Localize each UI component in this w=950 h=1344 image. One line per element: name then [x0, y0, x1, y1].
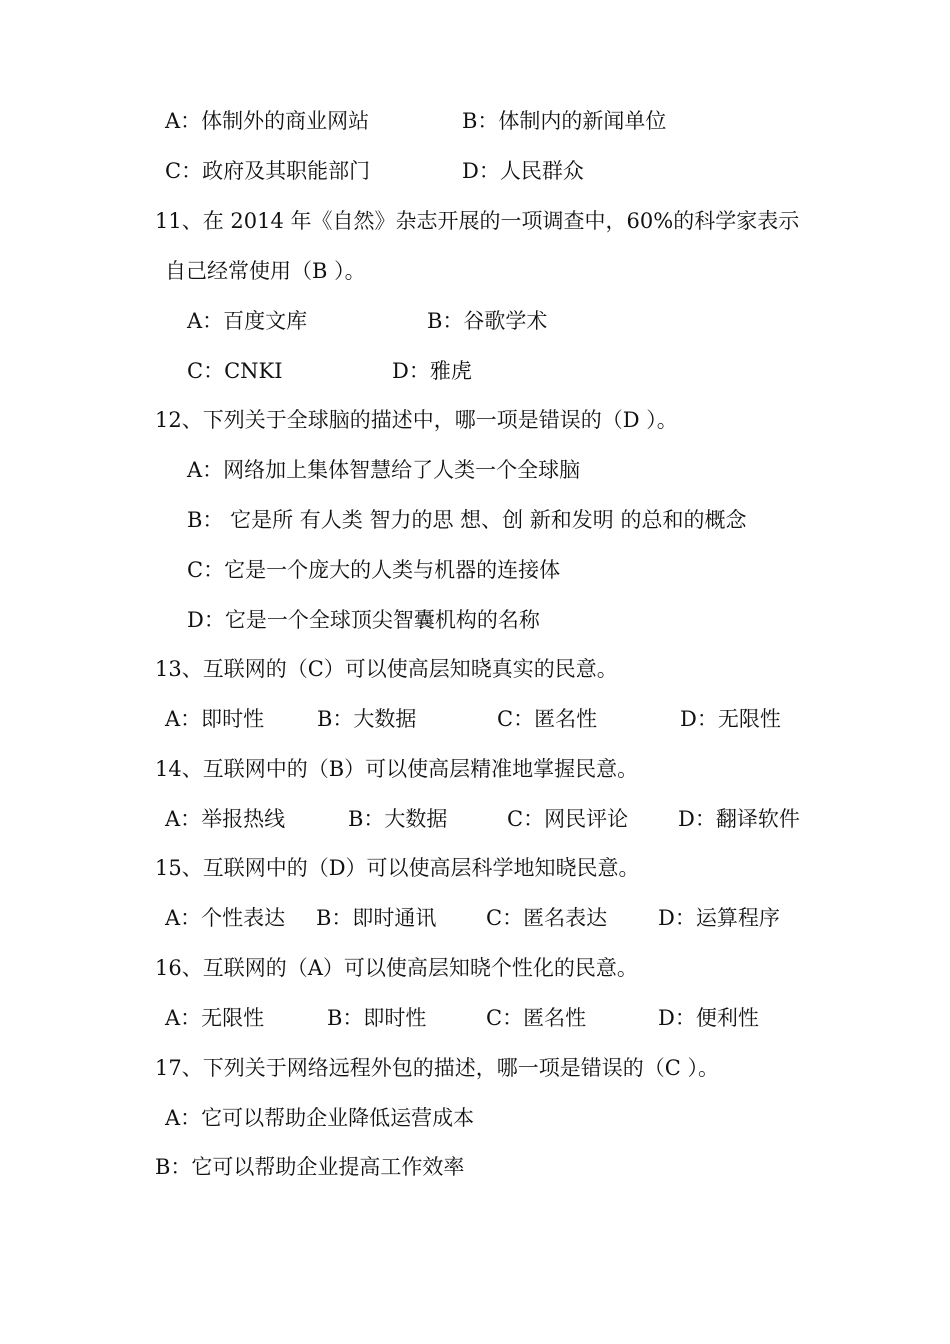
option-b: B：大数据: [348, 807, 448, 831]
option-c: C：网民评论: [507, 807, 629, 831]
option-c: C：匿名性: [486, 1006, 587, 1030]
option-d: D：无限性: [680, 707, 781, 731]
option-b: B：谷歌学术: [427, 309, 548, 333]
question-14-text: 14、互联网中的（B）可以使高层精准地掌握民意。: [155, 757, 639, 781]
question-12-text: 12、下列关于全球脑的描述中，哪一项是错误的（D ）。: [155, 408, 678, 432]
option-b: B：体制内的新闻单位: [462, 109, 667, 133]
option-a: A：百度文库: [187, 309, 308, 333]
option-d: D：翻译软件: [678, 807, 800, 831]
option-d: D：人民群众: [462, 159, 584, 183]
option-b: B：即时通讯: [316, 906, 437, 930]
option-c: C：政府及其职能部门: [165, 159, 371, 183]
option-b: B：即时性: [327, 1006, 427, 1030]
option-d: D：雅虎: [392, 359, 472, 383]
option-c: C：匿名表达: [486, 906, 608, 930]
question-17-text: 17、下列关于网络远程外包的描述，哪一项是错误的（C ）。: [155, 1056, 719, 1080]
option-a: A：体制外的商业网站: [165, 109, 370, 133]
option-d: D：它是一个全球顶尖智囊机构的名称: [187, 608, 540, 632]
question-11-text: 11、在 2014 年《自然》杂志开展的一项调查中，60%的科学家表示: [155, 209, 800, 233]
option-d: D：便利性: [658, 1006, 759, 1030]
option-b: B：大数据: [317, 707, 417, 731]
question-13-text: 13、互联网的（C）可以使高层知晓真实的民意。: [155, 657, 618, 681]
option-a: A：它可以帮助企业降低运营成本: [165, 1106, 475, 1130]
question-16-text: 16、互联网的（A）可以使高层知晓个性化的民意。: [155, 956, 638, 980]
option-a: A：无限性: [165, 1006, 265, 1030]
option-d: D：运算程序: [658, 906, 780, 930]
option-b: B： 它是所 有人类 智力的思 想、创 新和发明 的总和的概念: [187, 508, 747, 532]
option-a: A：举报热线: [165, 807, 286, 831]
option-a: A：网络加上集体智慧给了人类一个全球脑: [187, 458, 581, 482]
option-c: C：匿名性: [497, 707, 598, 731]
question-11-text-cont: 自己经常使用（B ）。: [165, 259, 366, 283]
option-c: C：它是一个庞大的人类与机器的连接体: [187, 558, 561, 582]
option-a: A：个性表达: [165, 906, 286, 930]
option-b: B：它可以帮助企业提高工作效率: [155, 1155, 465, 1179]
option-a: A：即时性: [165, 707, 265, 731]
option-c: C：CNKI: [187, 359, 283, 383]
question-15-text: 15、互联网中的（D）可以使高层科学地知晓民意。: [155, 856, 640, 880]
